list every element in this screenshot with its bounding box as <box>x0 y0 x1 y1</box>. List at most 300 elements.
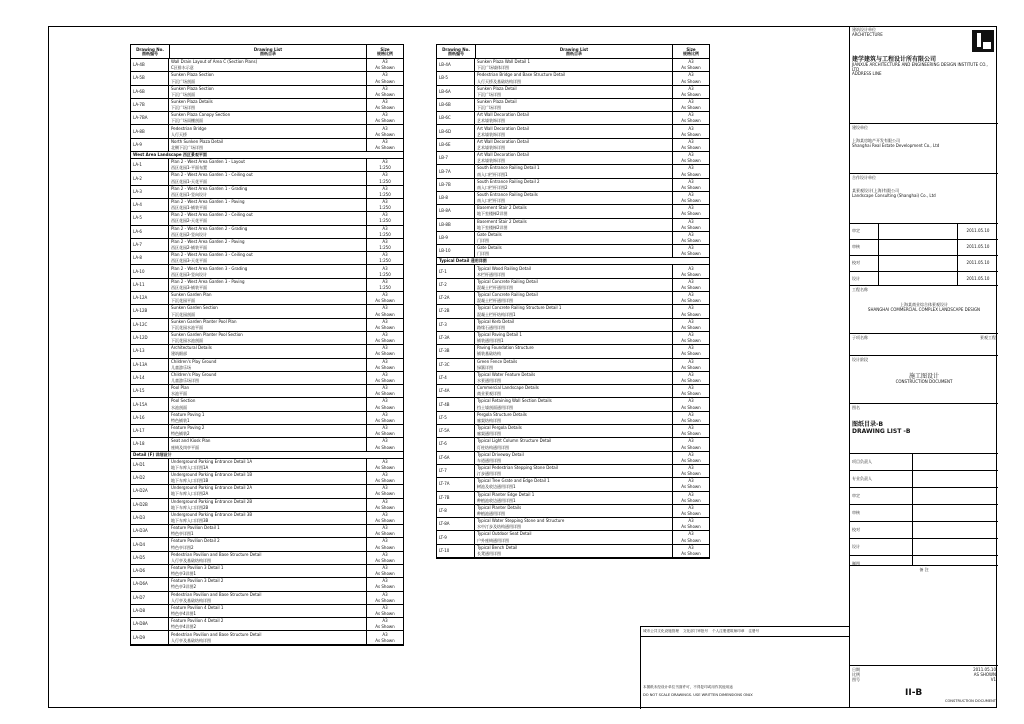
drawing-scale: As Shown <box>681 511 701 516</box>
drawing-number: LB-6B <box>437 99 475 111</box>
paper-size: A3 <box>688 425 694 431</box>
drawing-scale: As Shown <box>375 504 395 510</box>
signature-space <box>913 471 998 487</box>
drawing-name-en: Plan 2 - West Area Garden 1 - Layout <box>171 159 245 165</box>
drawing-name-en: Gate Details <box>477 245 502 251</box>
table-row <box>131 538 403 551</box>
client-cn: 上海某房地产开发有限公司 <box>852 137 900 143</box>
drawing-name <box>475 125 673 137</box>
drawing-name-cn: 西区花园1-平面布置 <box>171 165 207 171</box>
drawing-number: LA-6 <box>131 226 169 238</box>
drawing-number: LA-5 <box>131 212 169 224</box>
drawing-size <box>673 112 709 124</box>
drawing-name <box>169 279 367 291</box>
header-name-cn: 图纸目录 <box>260 50 276 56</box>
drawing-name-cn: 西区花园2-竖向设计 <box>171 231 207 237</box>
drawing-size <box>673 412 709 424</box>
drawing-name-cn: 门详图 <box>477 251 489 257</box>
paper-size: A3 <box>688 59 694 65</box>
drawing-name-cn: 南入口栏杆详图2 <box>477 184 508 190</box>
paper-size: A3 <box>382 398 388 404</box>
drawing-scale: As Shown <box>681 324 701 330</box>
drawing-name-en: Sunken Plaza Section <box>171 72 214 78</box>
signature-space <box>913 488 998 504</box>
table-row <box>131 459 403 472</box>
table-row <box>131 99 403 112</box>
paper-size: A3 <box>688 192 694 198</box>
drawing-name-en: Pool Plan <box>171 385 190 391</box>
sub-project-cell <box>850 334 998 356</box>
drawing-name-cn: 北侧下沉广场详图 <box>171 144 203 150</box>
drawing-size <box>673 305 709 317</box>
drawing-name <box>169 125 367 137</box>
drawing-name <box>169 212 367 224</box>
drawing-name-cn: 特色亭4详图1 <box>171 611 197 617</box>
paper-size: A3 <box>688 491 694 497</box>
drawing-name-cn: 地下室楼梯2详图 <box>477 211 508 217</box>
drawing-number: LA-9 <box>131 139 169 151</box>
drawing-name-en: Art Wall Decoration Detail <box>477 138 529 144</box>
header-size-en: Size <box>380 46 390 52</box>
paper-size: A3 <box>688 292 694 298</box>
drawing-number: LT-4A <box>437 385 475 397</box>
drawing-name <box>169 112 367 124</box>
drawing-number: LA-16 <box>131 412 169 424</box>
signature-role: 项目负责人 <box>850 454 913 470</box>
drawing-name <box>169 226 367 238</box>
drawing-name-en: Typical Retaining Wall Section Details <box>477 398 552 404</box>
scale-value: AS SHOWN <box>973 671 996 677</box>
drawing-size <box>367 618 403 630</box>
footer-text: CONSTRUCTION DOCUMENT <box>944 699 996 703</box>
drawing-scale: As Shown <box>375 105 395 111</box>
paper-size: A3 <box>382 125 388 131</box>
drawing-scale: As Shown <box>681 198 701 204</box>
drawing-number: LA-5B <box>131 72 169 84</box>
header-no-cn: 图纸编号 <box>448 50 464 56</box>
drawing-number: LA-D7 <box>131 592 169 604</box>
drawing-name-cn: 地下车库入口详图1A <box>171 464 209 470</box>
table-row <box>437 438 709 451</box>
drawing-number: LA-D4 <box>131 538 169 550</box>
paper-size: A3 <box>382 525 388 531</box>
drawing-name <box>475 59 673 71</box>
drawing-size <box>673 219 709 231</box>
drawing-name-cn: 儿童游乐场 <box>171 364 191 370</box>
stamp-note-en: DO NOT SCALE DRAWINGS. USE WRITTEN DIMENSIONS ONLY. <box>643 693 753 697</box>
drawing-name-en: Architectural Details <box>171 345 212 351</box>
drawing-name-en: Pedestrian Bridge and Base Structure Detail <box>477 72 566 78</box>
paper-size: A3 <box>688 152 694 158</box>
drawing-size <box>673 245 709 257</box>
drawing-scale: 1:250 <box>379 231 391 237</box>
drawing-name <box>169 512 367 524</box>
drawing-size <box>367 412 403 424</box>
table-row <box>131 199 403 212</box>
drawing-name-en: Gate Details <box>477 231 502 237</box>
drawing-name <box>169 305 367 317</box>
drawing-number: LB-7A <box>437 165 475 177</box>
drawing-size <box>673 99 709 111</box>
drawing-number: LB-6C <box>437 112 475 124</box>
signature-row <box>850 522 998 539</box>
drawing-name-en: Pedestrian Bridge <box>171 125 207 131</box>
table-row <box>437 99 709 112</box>
drawing-name-en: Paving Foundation Structure <box>477 345 534 351</box>
drawing-title-cell <box>850 404 998 454</box>
drawing-name-en: South Entrance Railing Detail 1 <box>477 165 540 171</box>
table-row <box>437 492 709 505</box>
drawing-number: LB-5 <box>437 72 475 84</box>
drawing-name-cn: 人行天桥及基础结构详图 <box>477 78 521 84</box>
drawing-number: LT-3 <box>437 319 475 331</box>
paper-size: A3 <box>382 425 388 431</box>
drawing-name-cn: 下沉花园水池剖面 <box>171 338 203 344</box>
drawing-scale: As Shown <box>681 118 701 124</box>
drawing-name <box>475 265 673 277</box>
drawing-size <box>367 499 403 511</box>
table-row <box>131 499 403 512</box>
drawing-name <box>475 279 673 291</box>
table-row <box>131 86 403 99</box>
signature-role: 制图 <box>850 556 913 566</box>
drawing-name-en: Sunken Garden Planter Pool Section <box>171 332 243 337</box>
table-row <box>437 292 709 305</box>
drawing-name-en: Sunken Plaza Canopy Section <box>171 112 231 118</box>
paper-size: A3 <box>688 438 694 444</box>
drawing-scale: As Shown <box>681 211 701 217</box>
table-row <box>437 452 709 465</box>
signature-space <box>913 539 998 555</box>
drawing-number: LA-8B <box>131 125 169 137</box>
drawing-scale: As Shown <box>681 78 701 84</box>
drawing-name-cn: 西区花园2-铺装平面 <box>171 245 207 251</box>
approval-role: 审核 <box>850 240 879 255</box>
drawing-size <box>367 385 403 397</box>
table-row <box>437 112 709 125</box>
list-rows <box>131 59 403 645</box>
project-name-en: SHANGHAI COMMERCIAL COMPLEX LANDSCAPE DESIGN <box>867 306 981 312</box>
drawing-name-en: Art Wall Decoration Detail <box>477 152 529 158</box>
version: V1 <box>990 676 996 682</box>
drawing-number: LA-12A <box>131 292 169 304</box>
drawing-name-en: North Sunken Plaza Detail <box>171 138 224 144</box>
title-block <box>849 26 998 708</box>
drawing-name <box>169 345 367 357</box>
drawing-size <box>367 605 403 617</box>
drawing-scale: As Shown <box>681 65 701 71</box>
drawing-scale: 1:250 <box>379 205 391 211</box>
drawing-number: LA-2 <box>131 172 169 184</box>
drawing-name-cn: 户外座椅通用详图 <box>477 537 509 543</box>
paper-size: A3 <box>382 159 388 165</box>
drawing-name-cn: 门详图 <box>477 238 489 244</box>
drawing-name-en: Basement Stair 2 Details <box>477 205 527 211</box>
stage-cell <box>850 356 998 404</box>
drawing-name-cn: 西区花园3-竖向设计 <box>171 271 207 277</box>
drawing-name <box>169 459 367 471</box>
drawing-scale: As Shown <box>375 118 395 124</box>
drawing-number: LA-8 <box>131 252 169 264</box>
drawing-name <box>475 165 673 177</box>
paper-size: A3 <box>688 345 694 351</box>
paper-size: A3 <box>382 278 388 284</box>
drawing-scale: 1:250 <box>379 245 391 251</box>
drawing-name-en: Sunken Plaza Section <box>171 85 214 91</box>
drawing-name-cn: 混凝土栏杆结构详图1 <box>477 311 516 317</box>
table-row <box>131 226 403 239</box>
drawing-scale: As Shown <box>681 484 701 490</box>
drawing-scale: As Shown <box>681 404 701 410</box>
drawing-size <box>673 332 709 344</box>
paper-size: A3 <box>688 98 694 104</box>
company-name-cn: 建学建筑与工程设计所有限公司 <box>852 55 937 63</box>
drawing-name-en: Typical Planter Details <box>477 504 522 510</box>
drawing-size <box>673 139 709 151</box>
drawing-scale: As Shown <box>375 78 395 84</box>
drawing-number: LT-6 <box>437 438 475 450</box>
drawing-name-cn: 种植池收边通用详图1 <box>477 497 516 503</box>
table-row <box>131 319 403 332</box>
table-row <box>437 359 709 372</box>
drawing-scale: As Shown <box>681 338 701 344</box>
table-row <box>437 219 709 232</box>
drawing-number: LA-D6A <box>131 578 169 590</box>
table-row <box>131 345 403 358</box>
drawing-number: LA-12C <box>131 319 169 331</box>
approval-row <box>850 240 998 256</box>
drawing-name-cn: 下沉广场详图 <box>477 105 501 111</box>
table-row <box>437 125 709 138</box>
signature-role: 校对 <box>850 522 913 538</box>
drawing-scale: As Shown <box>681 417 701 423</box>
table-row <box>131 372 403 385</box>
approval-name <box>879 256 958 271</box>
table-row <box>131 412 403 425</box>
drawing-name-en: Green Fence Details <box>477 358 518 364</box>
paper-size: A3 <box>688 278 694 284</box>
drawing-name-en: Commercial Landscape Details <box>477 385 539 391</box>
drawing-name-cn: 艺术墙装饰详图 <box>477 158 505 164</box>
header-size-cn: 规格比例 <box>377 50 393 56</box>
drawing-size <box>673 152 709 164</box>
drawing-name-cn: 水池剖面 <box>171 404 187 410</box>
drawing-name <box>475 372 673 384</box>
drawing-name-en: Pedestrian Pavilion and Base Structure Detail <box>171 591 262 597</box>
paper-size: A3 <box>688 411 694 417</box>
drawing-size <box>673 425 709 437</box>
paper-size: A3 <box>382 385 388 391</box>
drawing-name <box>475 152 673 164</box>
approval-role: 审定 <box>850 224 879 239</box>
scale-label: 比例 <box>852 671 860 677</box>
signature-row <box>850 505 998 522</box>
approval-date: 2011.05.10 <box>966 276 990 282</box>
drawing-number: LA-D9 <box>131 631 169 643</box>
paper-size: A3 <box>688 205 694 211</box>
table-row <box>437 192 709 205</box>
paper-size: A3 <box>382 578 388 584</box>
table-row <box>437 398 709 411</box>
drawing-name-cn: 种植池通用详图 <box>477 511 505 516</box>
drawing-size <box>673 438 709 450</box>
drawing-scale: As Shown <box>681 524 701 530</box>
drawing-scale: As Shown <box>681 391 701 397</box>
drawing-size <box>367 172 403 184</box>
drawing-name-en: Pergola Structure Details <box>477 411 527 417</box>
list-rows <box>437 59 709 558</box>
remark-label: 备 注 <box>919 567 929 572</box>
drawing-name-en: Typical Outdoor Seat Detail <box>477 531 532 537</box>
signature-row <box>850 488 998 505</box>
drawing-name-en: Typical Pergola Details <box>477 425 522 431</box>
drawing-name-cn: 廊架结构详图 <box>477 417 501 423</box>
list-header <box>131 45 403 59</box>
drawing-name-en: Sunken Plaza Wall Detail 1 <box>477 59 531 65</box>
paper-size: A3 <box>688 178 694 184</box>
drawing-name-en: Typical Tree Grate and Edge Detail 1 <box>477 478 550 484</box>
drawing-name-cn: 混凝土栏杆通用详图 <box>477 284 513 290</box>
drawing-name <box>169 385 367 397</box>
drawing-name <box>475 232 673 244</box>
table-row <box>131 252 403 265</box>
drawing-name <box>475 72 673 84</box>
drawing-scale: As Shown <box>375 351 395 357</box>
paper-size: A3 <box>382 185 388 191</box>
approval-name <box>879 240 958 255</box>
drawing-size <box>367 86 403 98</box>
drawing-name-cn: 南入口栏杆详图 <box>477 198 505 204</box>
paper-size: A3 <box>382 358 388 364</box>
drawing-scale: 1:250 <box>379 178 391 184</box>
list-section-heading: West Area Landscape 西区景观平面 <box>131 152 403 159</box>
drawing-number: LA-15 <box>131 385 169 397</box>
drawing-name-en: Feature Pavilion Detail 1 <box>171 525 220 531</box>
drawing-name <box>475 86 673 98</box>
drawing-name <box>475 139 673 151</box>
drawing-scale: As Shown <box>375 557 395 563</box>
signature-row <box>850 471 998 488</box>
drawing-size <box>367 425 403 437</box>
drawing-size <box>367 292 403 304</box>
drawing-name-en: Plan 2 - West Area Garden 2 - Paving <box>171 238 245 244</box>
table-row <box>131 631 403 644</box>
table-row <box>131 332 403 345</box>
designer-cell <box>850 26 998 124</box>
paper-size: A3 <box>382 72 388 78</box>
drawing-list-left <box>130 44 404 646</box>
drawing-name <box>475 359 673 371</box>
drawing-name <box>475 425 673 437</box>
drawing-name-en: Pedestrian Pavilion and Base Structure Detail <box>171 551 262 557</box>
drawing-name <box>475 245 673 257</box>
drawing-scale: 1:250 <box>379 258 391 264</box>
signature-role: 审核 <box>850 505 913 521</box>
drawing-number: LT-7B <box>437 492 475 504</box>
drawing-number: LT-6A <box>437 452 475 464</box>
drawing-name-cn: 水景通用详图 <box>477 378 501 384</box>
drawing-name-en: Plan 2 - West Area Garden 2 - Ceiling out <box>171 212 253 218</box>
drawing-size <box>367 59 403 71</box>
drawing-size <box>367 398 403 410</box>
approval-name <box>879 224 958 239</box>
drawing-number: LA-D2 <box>131 472 169 484</box>
drawing-number: LT-3B <box>437 345 475 357</box>
drawing-name <box>169 618 367 630</box>
designer-en: ARCHITECTURE <box>852 31 883 37</box>
drawing-name-en: Typical Kerb Detail <box>477 318 514 324</box>
company-logo-icon <box>972 30 994 52</box>
sheet-code: II-B <box>905 688 923 698</box>
drawing-name-en: Pool Section <box>171 398 196 404</box>
drawing-number: LA-12B <box>131 305 169 317</box>
drawing-number: LB-6A <box>437 86 475 98</box>
paper-size: A3 <box>382 305 388 311</box>
drawing-size <box>367 212 403 224</box>
paper-size: A3 <box>382 371 388 377</box>
sub-value: 景观工程 <box>980 335 996 340</box>
drawing-name-cn: 特色亭详图1 <box>171 531 194 537</box>
drawing-name <box>475 332 673 344</box>
drawing-name-cn: 铺装通用详图1 <box>477 338 504 344</box>
drawing-size <box>673 545 709 557</box>
drawing-scale: As Shown <box>375 65 395 71</box>
drawing-size <box>367 265 403 277</box>
drawing-number: LT-8A <box>437 518 475 530</box>
table-row <box>131 239 403 252</box>
paper-size: A3 <box>688 72 694 78</box>
table-row <box>131 72 403 85</box>
drawing-name-cn: 西区花园1-竖向设计 <box>171 191 207 197</box>
drawing-number: LT-4 <box>437 372 475 384</box>
drawing-name-en: Seat and Kiosk Plan <box>171 438 211 444</box>
paper-size: A3 <box>382 332 388 337</box>
drawing-scale: As Shown <box>375 378 395 384</box>
drawing-number: LA-D3 <box>131 512 169 524</box>
table-row <box>131 485 403 498</box>
drawing-size <box>367 485 403 497</box>
drawing-name-cn: 水池平面 <box>171 391 187 397</box>
company-name-en: JIANXUE ARCHITECTURE AND ENGINEERING DESIGN INSTITUTE CO., LTD <box>852 61 988 72</box>
drawing-name-en: Typical Water Feature Details <box>477 371 536 377</box>
drawing-scale: As Shown <box>681 457 701 463</box>
paper-size: A3 <box>688 531 694 537</box>
table-row <box>131 305 403 318</box>
drawing-name-cn: 特色亭3详图2 <box>171 584 197 590</box>
sub-label: 子项名称 <box>852 335 868 340</box>
drawing-name-en: Typical Wood Railing Detail <box>477 265 531 271</box>
drawing-scale: As Shown <box>375 544 395 550</box>
paper-size: A3 <box>688 332 694 337</box>
designer-label: 建筑设计单位 <box>852 27 876 32</box>
drawing-number: LA-7 <box>131 239 169 251</box>
drawing-name <box>169 86 367 98</box>
drawing-name-en: Plan 2 - West Area Garden 3 - Paving <box>171 278 245 284</box>
drawing-size <box>367 319 403 331</box>
drawing-size <box>367 459 403 471</box>
drawing-name <box>169 159 367 171</box>
approval-role: 设计 <box>850 272 879 286</box>
header-name-cn: 图纸目录 <box>566 50 582 56</box>
paper-size: A3 <box>382 318 388 324</box>
drawing-name-en: South Entrance Railing Details <box>477 192 538 198</box>
drawing-size <box>673 179 709 191</box>
drawing-name-cn: C区排水示意 <box>171 65 194 71</box>
drawing-name <box>169 438 367 450</box>
approval-row <box>850 224 998 240</box>
landscape-cell <box>850 174 998 224</box>
paper-size: A3 <box>382 511 388 517</box>
